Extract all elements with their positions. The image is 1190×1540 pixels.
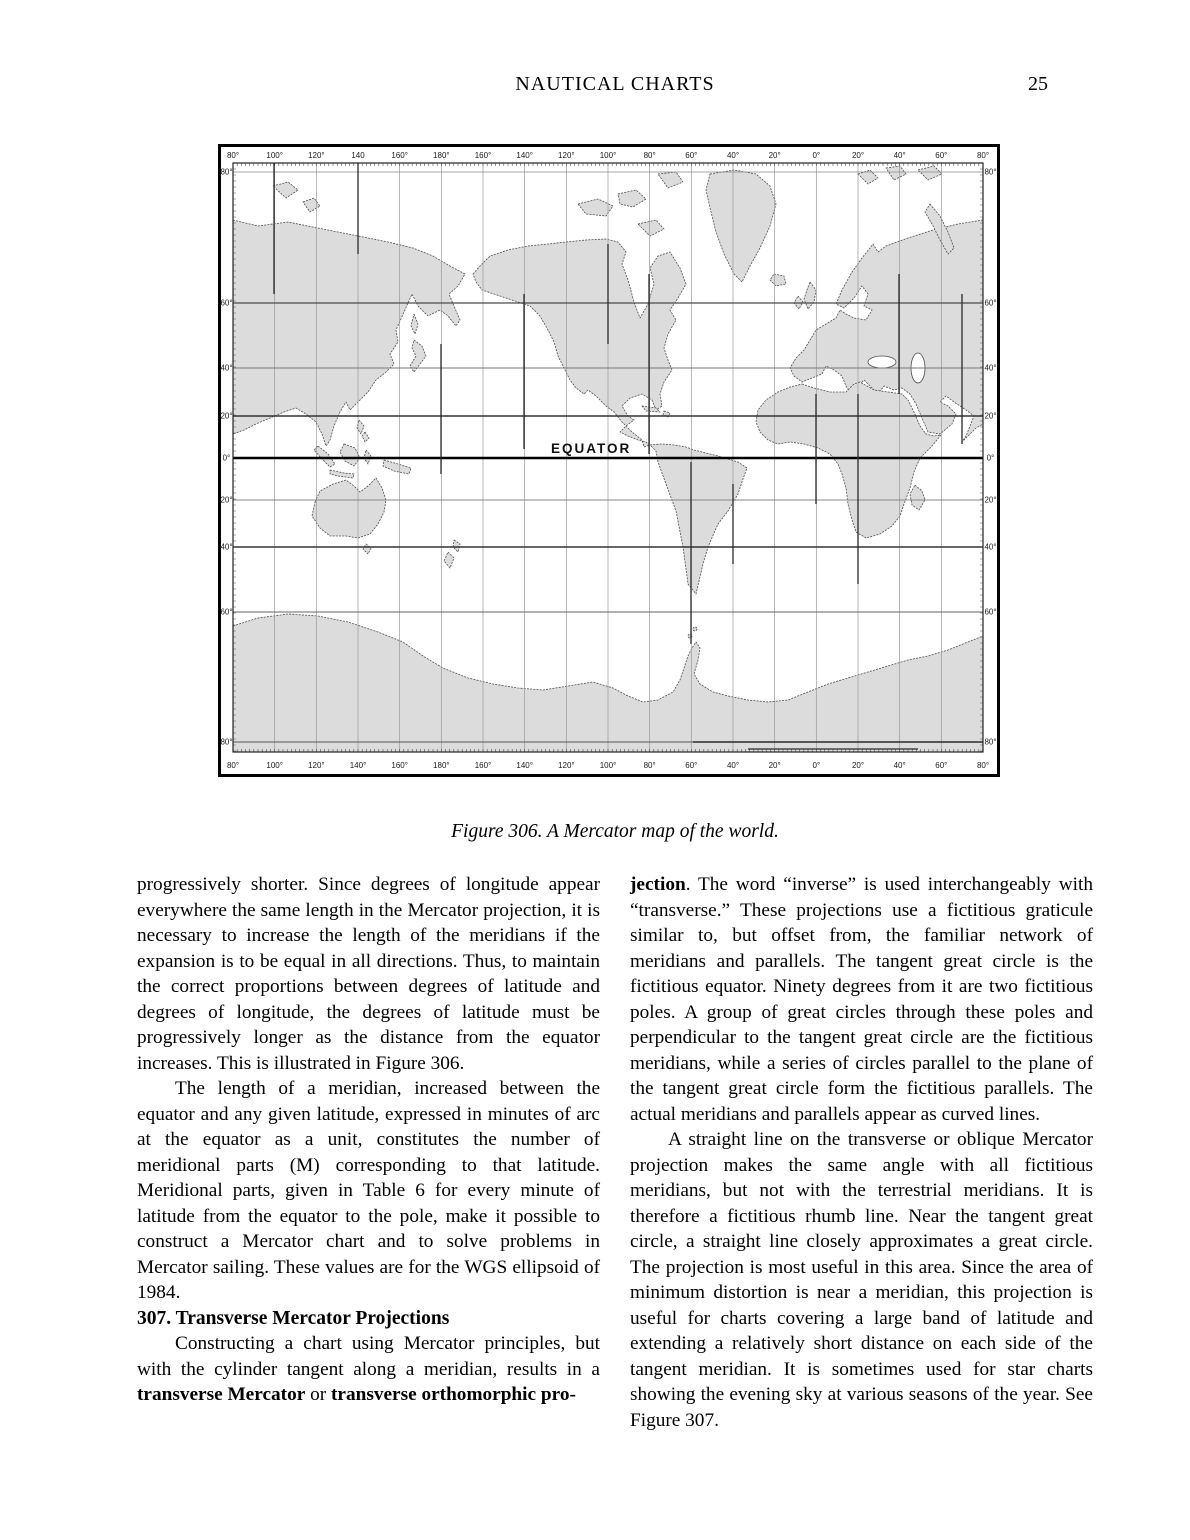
latitude-label-left: 40° <box>220 363 233 373</box>
longitude-label-top: 20° <box>851 151 865 160</box>
longitude-label-bottom: 160° <box>391 761 408 770</box>
longitude-label-top: 100° <box>266 151 283 160</box>
right-column <box>630 872 1093 1433</box>
longitude-label-top: 140° <box>516 151 533 160</box>
latitude-label-right: 60° <box>984 607 997 617</box>
longitude-label-bottom: 40° <box>893 761 906 770</box>
page-number: 25 <box>1028 73 1048 95</box>
longitude-label-bottom: 60° <box>935 761 948 770</box>
longitude-label-bottom: 80° <box>643 761 656 770</box>
longitude-label-top: 0° <box>812 151 821 160</box>
longitude-label-top: 20° <box>768 151 781 160</box>
longitude-label-top: 80° <box>976 151 990 160</box>
longitude-label-bottom: 120° <box>308 761 325 770</box>
latitude-label-right: 80° <box>984 737 997 747</box>
paragraph: A straight line on the transverse or oblique Mercator projection makes the same angle with all fictitious meridians, but not with the terrestrial meridians. It is therefore a fictitious rhumb line. Near the tangent great circle, a straight line closely approximates a great circle. The projection is most useful in this area. Since the area of minimum distortion is near a meridian, this projection is useful for charts covering a large band of latitude and extending a relatively short distance on each side of the tangent meridian. It is sometimes used for star charts showing the evening sky at various seasons of the year. See Figure 307. <box>630 1129 1093 1431</box>
longitude-label-bottom: 140° <box>516 761 533 770</box>
bold-term: transverse Mercator <box>137 1384 306 1405</box>
latitude-label-left: 80° <box>220 737 233 747</box>
latitude-label-right: 0° <box>986 453 995 463</box>
latitude-label-left: 80° <box>220 167 233 177</box>
latitude-label-left: 60° <box>220 607 233 617</box>
longitude-label-top: 40° <box>893 151 906 160</box>
mercator-world-map <box>218 144 1000 777</box>
latitude-label-right: 20° <box>984 495 997 505</box>
longitude-label-bottom: 80° <box>976 761 990 770</box>
bold-term: jection <box>630 874 686 895</box>
longitude-label-bottom: 40° <box>726 761 740 770</box>
longitude-label-top: 80° <box>643 151 656 160</box>
longitude-label-top: 160° <box>391 151 408 160</box>
paragraph <box>630 872 1093 1127</box>
left-column <box>137 872 600 1408</box>
paragraph <box>137 1331 600 1408</box>
latitude-label-right: 20° <box>984 411 997 421</box>
latitude-label-right: 80° <box>984 167 997 177</box>
latitude-label-right: 40° <box>984 542 997 552</box>
latitude-label-left: 20° <box>220 495 233 505</box>
longitude-label-bottom: 20° <box>851 761 865 770</box>
text-run: . The word “inverse” is used interchangeably with “transverse.” These projections use a fictitious graticule similar to, but offset from, the familiar network of meridians and parallels. The tangent great circle is the fictitious equator. Ninety degrees from it are two fictitious poles. A group of great circles through these poles and perpendicular to the tangent great circle are the fictitious meridians, while a series of circles parallel to the plane of the tangent great circle form the fictitious parallels. The actual meridians and parallels appear as curved lines. <box>630 874 1093 1125</box>
latitude-label-right: 60° <box>984 298 997 308</box>
section-heading-307: 307. Transverse Mercator Projections <box>137 1307 450 1329</box>
bold-term: transverse orthomorphic pro- <box>330 1384 576 1405</box>
latitude-label-right: 40° <box>984 363 997 373</box>
equator-label: EQUATOR <box>551 441 632 456</box>
black-sea <box>868 356 896 368</box>
longitude-label-top: 60° <box>685 151 698 160</box>
paragraph: progressively shorter. Since degrees of longitude appear everywhere the same length in the Mercator projection, it is necessary to increase the length of the meridians if the expansion is to be equal in all directions. Thus, to maintain the correct proportions between degrees of latitude and degrees of longitude, the degrees of latitude must be progressively longer as the distance from the equator increases. This is illustrated in Figure 306. <box>137 874 600 1074</box>
antarctic-peninsula-islands <box>693 627 697 631</box>
text-run: or <box>305 1384 331 1405</box>
longitude-label-bottom: 0° <box>812 761 821 770</box>
text-run: Constructing a chart using Mercator principles, but with the cylinder tangent along a meridian, results in a <box>137 1333 600 1380</box>
longitude-label-bottom: 60° <box>685 761 698 770</box>
longitude-label-bottom: 80° <box>226 761 240 770</box>
figure-306 <box>218 144 1000 777</box>
longitude-label-top: 100° <box>599 151 617 160</box>
latitude-label-left: 20° <box>220 411 233 421</box>
longitude-label-top: 160° <box>474 151 492 160</box>
paragraph: The length of a meridian, increased between the equator and any given latitude, expressed in minutes of arc at the equator as a unit, constitutes the number of meridional parts (M) corresponding to that latitude. Meridional parts, given in Table 6 for every minute of latitude from the equator to the pole, make it possible to construct a Mercator chart and to solve problems in Mercator sailing. These values are for the WGS ellipsoid of 1984. <box>137 1078 600 1303</box>
longitude-label-top: 180° <box>433 151 450 160</box>
latitude-label-left: 0° <box>222 453 231 463</box>
page-title: NAUTICAL CHARTS <box>515 73 715 95</box>
longitude-label-top: 120° <box>308 151 325 160</box>
longitude-label-bottom: 100° <box>599 761 617 770</box>
longitude-label-bottom: 100° <box>266 761 283 770</box>
latitude-label-left: 40° <box>220 542 233 552</box>
longitude-label-bottom: 120° <box>558 761 575 770</box>
latitude-label-left: 60° <box>220 298 233 308</box>
longitude-label-bottom: 20° <box>768 761 781 770</box>
longitude-label-bottom: 140° <box>349 761 367 770</box>
longitude-label-top: 140 <box>351 151 365 160</box>
longitude-label-top: 60° <box>935 151 948 160</box>
longitude-label-bottom: 160° <box>474 761 492 770</box>
longitude-label-top: 80° <box>226 151 240 160</box>
figure-caption: Figure 306. A Mercator map of the world. <box>451 821 779 842</box>
longitude-label-top: 40° <box>726 151 740 160</box>
longitude-label-bottom: 180° <box>433 761 450 770</box>
longitude-label-top: 120° <box>558 151 575 160</box>
